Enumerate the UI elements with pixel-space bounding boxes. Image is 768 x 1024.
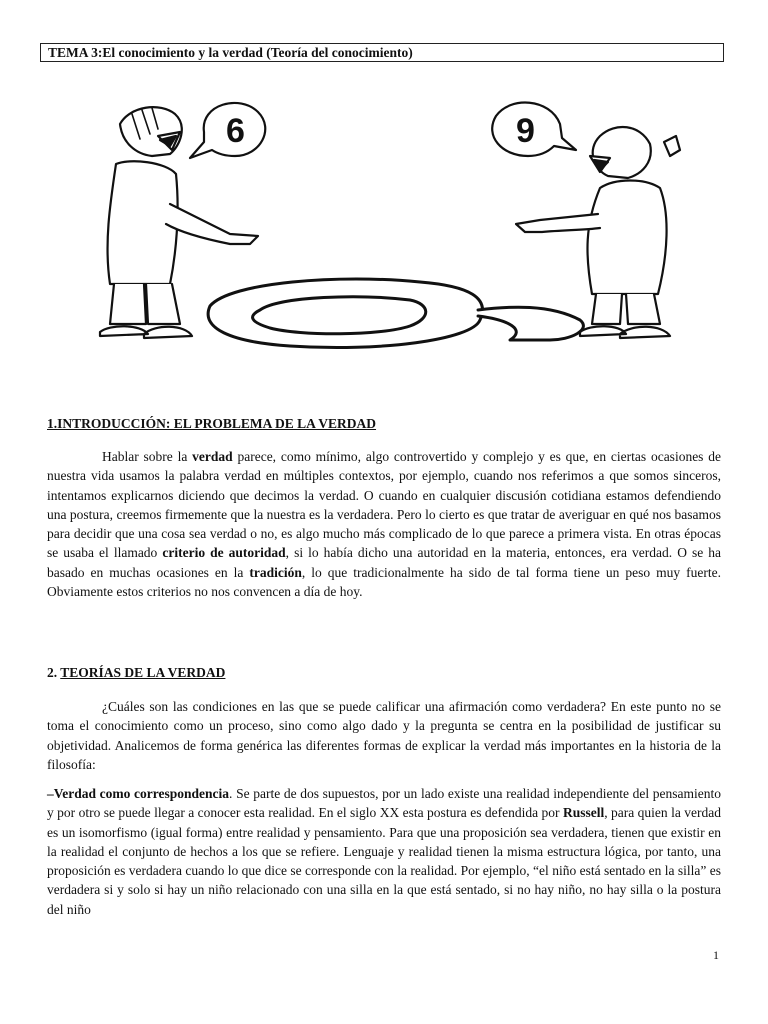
floor-number-shape bbox=[208, 279, 583, 348]
section2-intro-paragraph: ¿Cuáles son las condiciones en las que se puede calificar una afirmación como verdadera? En este punto no se toma el conocimiento como un proceso, sino como algo dado y la pregunta se centra en la posibilidad de justificar su objetividad. Analicemos de forma genérica las diferentes formas de explicar la verdad más importantes en la historia de la filosofía: bbox=[47, 699, 721, 772]
section1-paragraph: Hablar sobre la verdad parece, como mínimo, algo controvertido y complejo y es que, en ciertas ocasiones de nuestra vida usamos la palabra verdad en múltiples contextos, por ejemplo, cuando nos referimos a que somos sinceros, intentamos explicarnos diciendo que decimos la verdad. O cuando en cualquier discusión cotidiana estamos defendiendo una postura, creemos firmemente que la nuestra es la verdadera. Pero lo cierto es que tratar de averiguar en qué nos basamos para decidir que una cosa sea verdad o no, es algo mucho más complicado de lo que parece a primera vista. En otras épocas se usaba el llamado criterio de autoridad, si lo había dicho una autoridad en la materia, entonces, era verdad. O se ha basado en muchas ocasiones en la tradición, lo que tradicionalmente ha sido de tal forma tiene un peso muy fuerte. Obviamente estos criterios no nos convencen a día de hoy. bbox=[47, 449, 721, 600]
document-title: TEMA 3:El conocimiento y la verdad (Teoría del conocimiento) bbox=[40, 43, 724, 62]
left-bubble-number: 6 bbox=[226, 112, 245, 150]
right-bubble-number: 9 bbox=[516, 112, 535, 150]
illustration-6-or-9 bbox=[80, 84, 700, 364]
page-number: 1 bbox=[713, 948, 719, 962]
section2-heading: 2. TEORÍAS DE LA VERDAD bbox=[47, 665, 226, 680]
section1-heading: 1.INTRODUCCIÓN: EL PROBLEMA DE LA VERDAD bbox=[47, 416, 377, 431]
correspondence-paragraph: –Verdad como correspondencia. Se parte de dos supuestos, por un lado existe una realidad independiente del pensamiento y por otro se puede llegar a conocer esta realidad. En el siglo XX esta postura es defendida por Russell, para quien la verdad es un isomorfismo (igual forma) entre realidad y pensamiento. Para que una proposición sea verdadera, tienen que existir en la realidad el conjunto de hechos a los que se refiere. Lenguaje y realidad tienen la misma estructura lógica, por tanto, una proposición es verdadera cuando lo que dice se corresponde con la realidad. Por ejemplo, “el niño está sentado en la silla” es verdadera si y solo si hay un niño relacionado con una silla en la que está sentado, si no hay niño, no hay silla o la postura del niño bbox=[47, 786, 721, 917]
